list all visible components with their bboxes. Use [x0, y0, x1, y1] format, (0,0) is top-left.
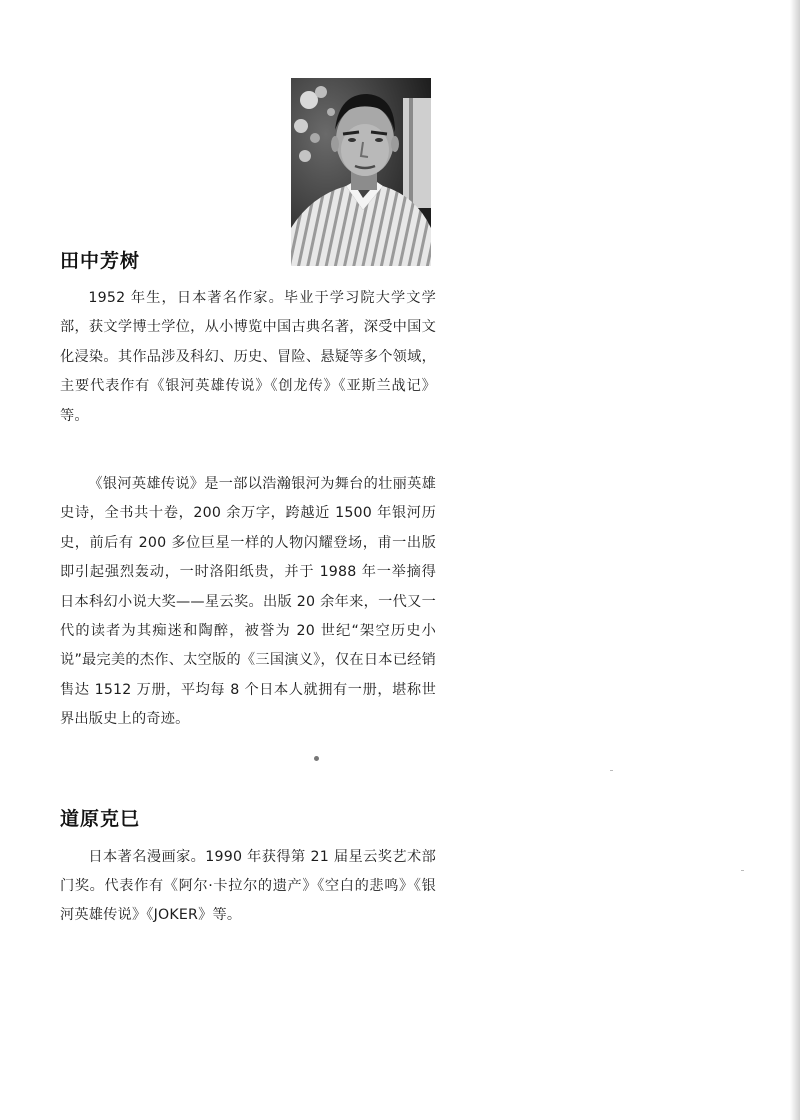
- page-edge-shadow: [790, 0, 800, 1120]
- illustrator-name: 道原克巳: [60, 808, 141, 830]
- author-portrait-photo: [291, 78, 431, 266]
- illustrator-bio: 日本著名漫画家。1990 年获得第 21 届星云奖艺术部门奖。代表作有《阿尔·卡拉尔的遗产》《空白的悲鸣》《银河英雄传说》《JOKER》等。: [60, 849, 436, 923]
- author-name: 田中芳树: [60, 250, 141, 272]
- scan-speck: [741, 870, 744, 871]
- scan-speck: [610, 770, 613, 771]
- work-description: 《银河英雄传说》是一部以浩瀚银河为舞台的壮丽英雄史诗，全书共十卷，200 余万字，跨越近 1500 年银河历史，前后有 200 多位巨星一样的人物闪耀登场，甫一出版即引起强烈轰动，一时洛阳纸贵，并于 1988 年一举摘得日本科幻小说大奖——星云奖。出版 20 余年来，一代又一代的读者为其痴迷和陶醉，被誉为 20 世纪“架空历史小说”最完美的杰作、太空版的《三国演义》，仅在日本已经销售达 1512 万册，平均每 8 个日本人就拥有一册，堪称世界出版史上的奇迹。: [60, 476, 436, 728]
- author-bio: 1952 年生，日本著名作家。毕业于学习院大学文学部，获文学博士学位，从小博览中国古典名著，深受中国文化浸染。其作品涉及科幻、历史、冒险、悬疑等多个领域，主要代表作有《银河英雄传说》《创龙传》《亚斯兰战记》等。: [60, 290, 436, 424]
- print-mark: [314, 756, 319, 761]
